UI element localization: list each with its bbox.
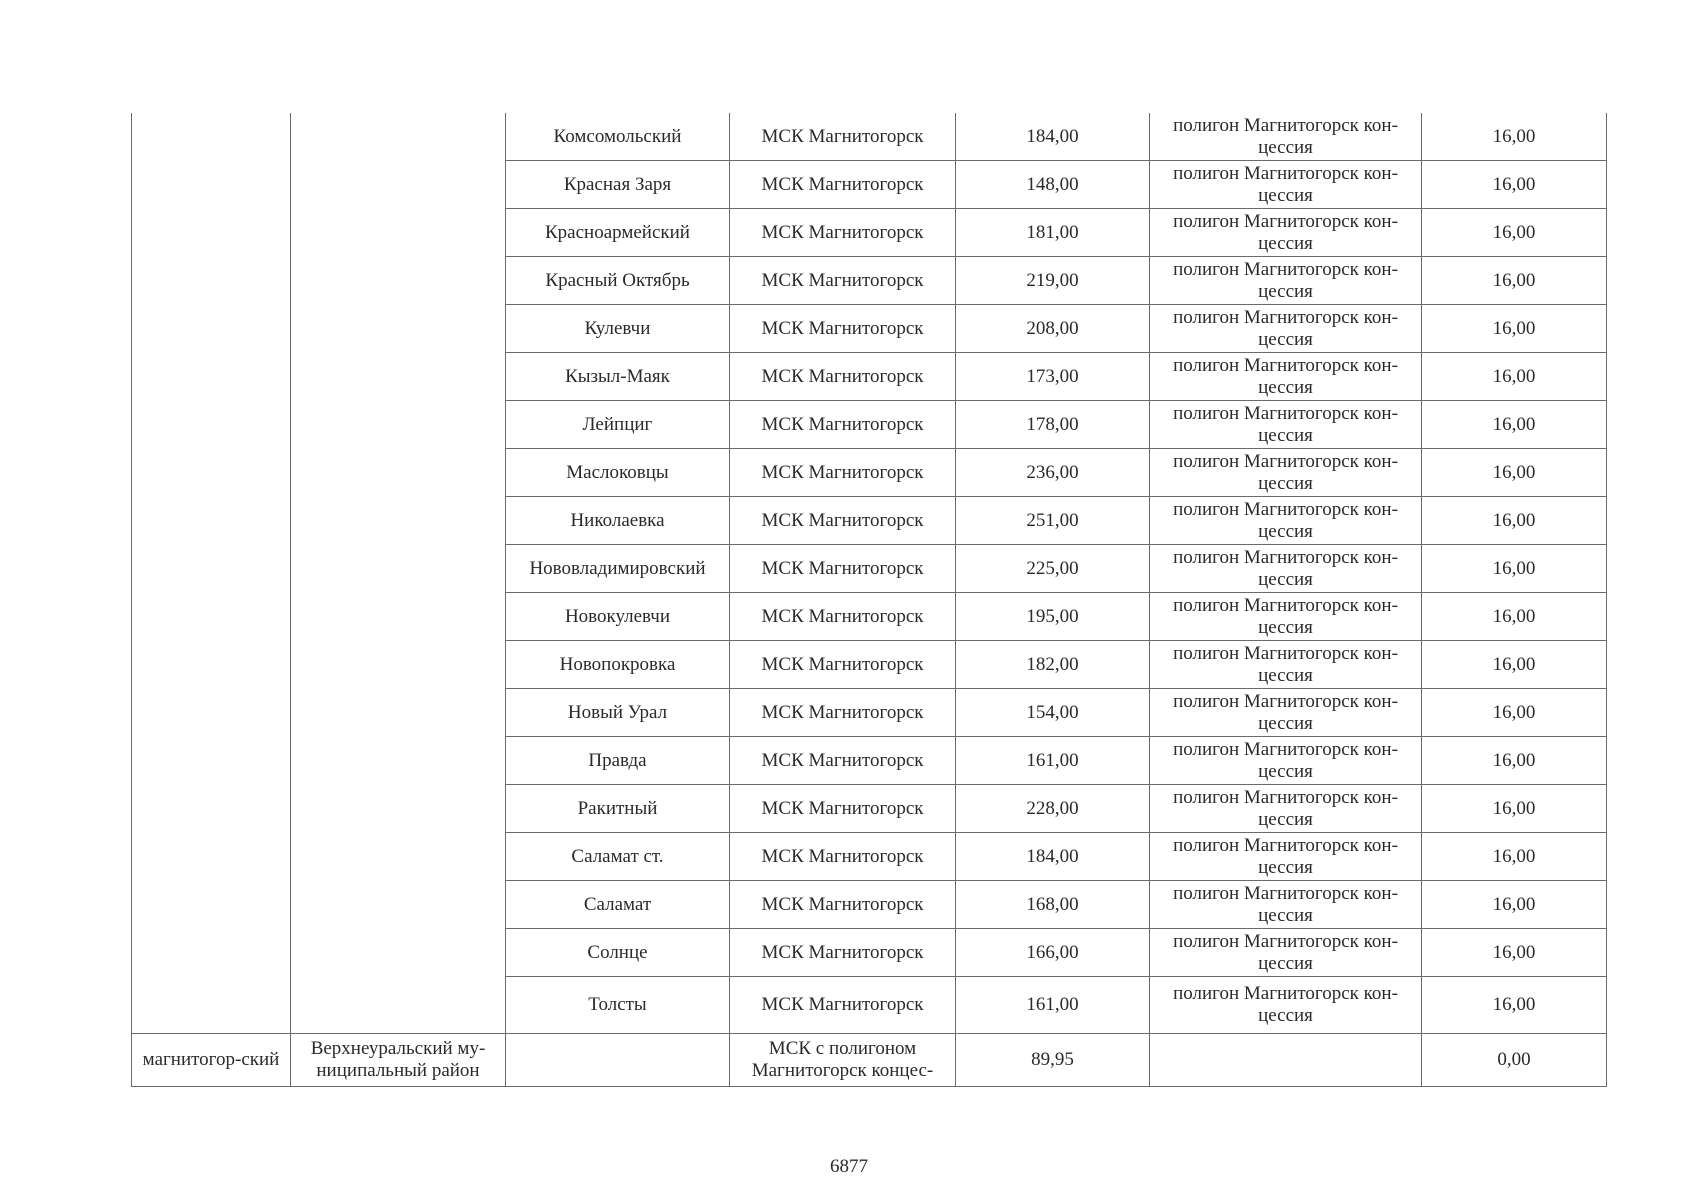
distance-cell: 168,00	[956, 881, 1150, 929]
distance-cell: 195,00	[956, 593, 1150, 641]
destination-cell	[1150, 1034, 1422, 1087]
settlement-cell: Маслоковцы	[506, 449, 730, 497]
destination-cell: полигон Магнитогорск кон-цессия	[1150, 689, 1422, 737]
destination-cell: полигон Магнитогорск кон-цессия	[1150, 113, 1422, 161]
value-cell: 16,00	[1422, 305, 1607, 353]
zone-cell: магнитогор-ский	[132, 1034, 291, 1087]
distance-cell: 236,00	[956, 449, 1150, 497]
settlement-cell: Красная Заря	[506, 161, 730, 209]
source-cell: МСК Магнитогорск	[730, 689, 956, 737]
value-cell: 16,00	[1422, 401, 1607, 449]
source-cell: МСК с полигоном Магнитогорск концес-	[730, 1034, 956, 1087]
distance-cell: 161,00	[956, 737, 1150, 785]
source-cell: МСК Магнитогорск	[730, 881, 956, 929]
destination-cell: полигон Магнитогорск кон-цессия	[1150, 257, 1422, 305]
table-row	[132, 113, 1607, 161]
value-cell: 16,00	[1422, 161, 1607, 209]
source-cell: МСК Магнитогорск	[730, 785, 956, 833]
settlement-cell: Кулевчи	[506, 305, 730, 353]
source-cell: МСК Магнитогорск	[730, 401, 956, 449]
destination-cell: полигон Магнитогорск кон-цессия	[1150, 881, 1422, 929]
zone-cell-merged	[132, 113, 291, 1034]
source-cell: МСК Магнитогорск	[730, 737, 956, 785]
destination-cell: полигон Магнитогорск кон-цессия	[1150, 401, 1422, 449]
value-cell: 16,00	[1422, 785, 1607, 833]
source-cell: МСК Магнитогорск	[730, 449, 956, 497]
destination-cell: полигон Магнитогорск кон-цессия	[1150, 737, 1422, 785]
settlement-cell: Кызыл-Маяк	[506, 353, 730, 401]
source-cell: МСК Магнитогорск	[730, 977, 956, 1034]
distance-cell: 225,00	[956, 545, 1150, 593]
value-cell: 16,00	[1422, 689, 1607, 737]
distance-cell: 181,00	[956, 209, 1150, 257]
destination-cell: полигон Магнитогорск кон-цессия	[1150, 449, 1422, 497]
district-cell-merged	[291, 113, 506, 1034]
distance-cell: 166,00	[956, 929, 1150, 977]
distance-cell: 161,00	[956, 977, 1150, 1034]
destination-cell: полигон Магнитогорск кон-цессия	[1150, 785, 1422, 833]
source-cell: МСК Магнитогорск	[730, 113, 956, 161]
source-cell: МСК Магнитогорск	[730, 161, 956, 209]
value-cell: 16,00	[1422, 449, 1607, 497]
value-cell: 16,00	[1422, 641, 1607, 689]
distance-cell: 89,95	[956, 1034, 1150, 1087]
page-number: 6877	[830, 1156, 868, 1177]
value-cell: 16,00	[1422, 497, 1607, 545]
distance-cell: 228,00	[956, 785, 1150, 833]
distance-cell: 182,00	[956, 641, 1150, 689]
value-cell: 16,00	[1422, 209, 1607, 257]
value-cell: 16,00	[1422, 833, 1607, 881]
destination-cell: полигон Магнитогорск кон-цессия	[1150, 353, 1422, 401]
settlement-cell: Комсомольский	[506, 113, 730, 161]
value-cell: 16,00	[1422, 593, 1607, 641]
summary-row	[132, 1034, 1607, 1087]
source-cell: МСК Магнитогорск	[730, 209, 956, 257]
destination-cell: полигон Магнитогорск кон-цессия	[1150, 497, 1422, 545]
distance-cell: 148,00	[956, 161, 1150, 209]
settlement-cell: Ракитный	[506, 785, 730, 833]
value-cell: 16,00	[1422, 977, 1607, 1034]
source-cell: МСК Магнитогорск	[730, 305, 956, 353]
settlement-cell: Саламат	[506, 881, 730, 929]
value-cell: 16,00	[1422, 353, 1607, 401]
settlement-cell: Толсты	[506, 977, 730, 1034]
settlement-cell: Красный Октябрь	[506, 257, 730, 305]
settlement-cell: Солнце	[506, 929, 730, 977]
value-cell: 0,00	[1422, 1034, 1607, 1087]
destination-cell: полигон Магнитогорск кон-цессия	[1150, 545, 1422, 593]
routes-table	[131, 113, 1607, 1087]
district-cell: Верхнеуральский му-ниципальный район	[291, 1034, 506, 1087]
settlement-cell: Новокулевчи	[506, 593, 730, 641]
value-cell: 16,00	[1422, 257, 1607, 305]
destination-cell: полигон Магнитогорск кон-цессия	[1150, 641, 1422, 689]
value-cell: 16,00	[1422, 545, 1607, 593]
source-cell: МСК Магнитогорск	[730, 257, 956, 305]
distance-cell: 154,00	[956, 689, 1150, 737]
settlement-cell: Новопокровка	[506, 641, 730, 689]
settlement-cell: Лейпциг	[506, 401, 730, 449]
distance-cell: 251,00	[956, 497, 1150, 545]
destination-cell: полигон Магнитогорск кон-цессия	[1150, 161, 1422, 209]
value-cell: 16,00	[1422, 881, 1607, 929]
distance-cell: 184,00	[956, 833, 1150, 881]
distance-cell: 173,00	[956, 353, 1150, 401]
settlement-cell: Правда	[506, 737, 730, 785]
settlement-cell: Красноармейский	[506, 209, 730, 257]
destination-cell: полигон Магнитогорск кон-цессия	[1150, 209, 1422, 257]
settlement-cell: Николаевка	[506, 497, 730, 545]
destination-cell: полигон Магнитогорск кон-цессия	[1150, 593, 1422, 641]
distance-cell: 178,00	[956, 401, 1150, 449]
distance-cell: 208,00	[956, 305, 1150, 353]
source-cell: МСК Магнитогорск	[730, 929, 956, 977]
destination-cell: полигон Магнитогорск кон-цессия	[1150, 305, 1422, 353]
source-cell: МСК Магнитогорск	[730, 593, 956, 641]
table-body	[132, 113, 1607, 1087]
settlement-cell	[506, 1034, 730, 1087]
destination-cell: полигон Магнитогорск кон-цессия	[1150, 929, 1422, 977]
source-cell: МСК Магнитогорск	[730, 641, 956, 689]
value-cell: 16,00	[1422, 113, 1607, 161]
settlement-cell: Саламат ст.	[506, 833, 730, 881]
source-cell: МСК Магнитогорск	[730, 833, 956, 881]
settlement-cell: Нововладимировский	[506, 545, 730, 593]
source-cell: МСК Магнитогорск	[730, 497, 956, 545]
source-cell: МСК Магнитогорск	[730, 545, 956, 593]
destination-cell: полигон Магнитогорск кон-цессия	[1150, 833, 1422, 881]
distance-cell: 219,00	[956, 257, 1150, 305]
settlement-cell: Новый Урал	[506, 689, 730, 737]
value-cell: 16,00	[1422, 929, 1607, 977]
value-cell: 16,00	[1422, 737, 1607, 785]
source-cell: МСК Магнитогорск	[730, 353, 956, 401]
distance-cell: 184,00	[956, 113, 1150, 161]
destination-cell: полигон Магнитогорск кон-цессия	[1150, 977, 1422, 1034]
